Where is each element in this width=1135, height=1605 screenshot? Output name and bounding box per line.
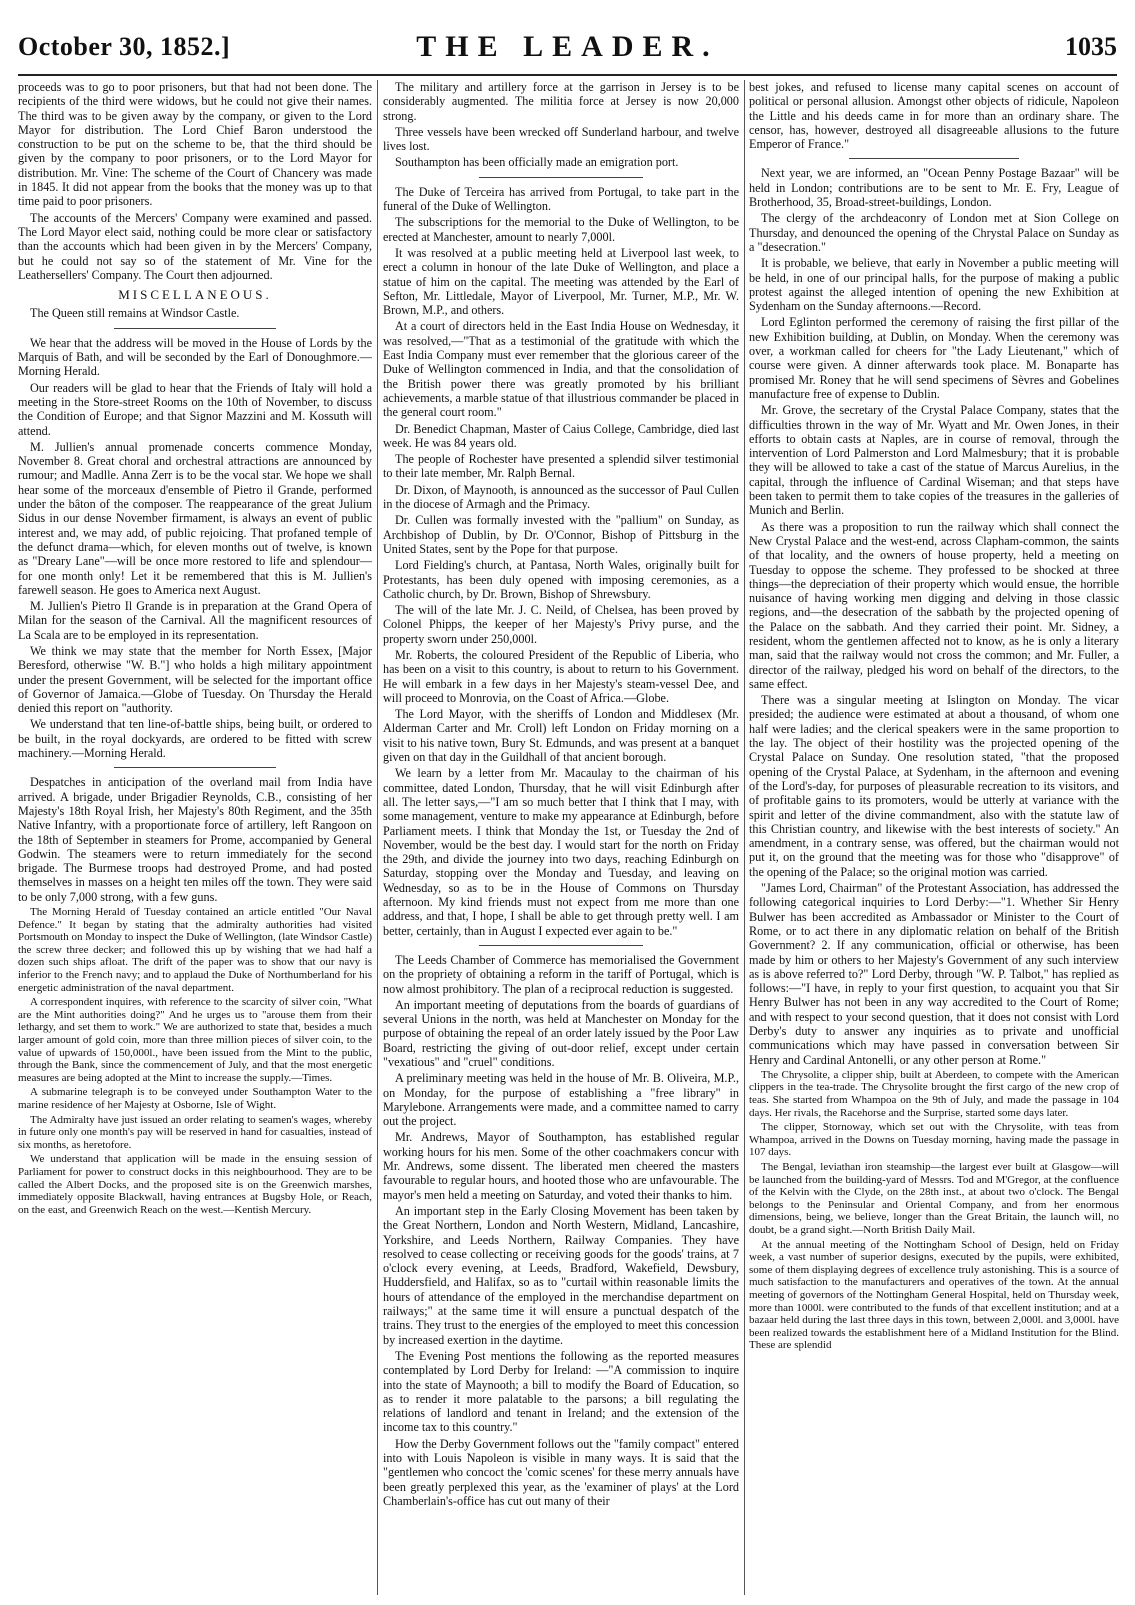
paragraph: It is probable, we believe, that early in November a public meeting will be held, in one of our principal halls, for the purpose of making a public protest against the alleged intention of opening the new Exhibition at Sydenham on the Sunday afternoons.—Record. — [749, 256, 1119, 314]
paragraph: proceeds was to go to poor prisoners, but that had not been done. The recipients of the third were widows, but he could not give their names. The third was to be given away by the company, or given to the Lord Mayor for distribution. The Lord Chief Baron understood the construction to be put on the scheme to be, that the third should be given by the company to poor prisoners, or to the Lord Mayor for distribution. Mr. Vine: The scheme of the Court of Chancery was made in 1845. It did not appear from the books that the money was up to that time paid to poor prisoners. — [18, 80, 372, 209]
column-3 — [749, 80, 1119, 1595]
paragraph: The clipper, Stornoway, which set out with the Chrysolite, with teas from Whampoa, arrived in the Downs on Tuesday morning, having made the passage in 107 days. — [749, 1121, 1119, 1159]
column-1 — [18, 80, 372, 1595]
paragraph: Mr. Andrews, Mayor of Southampton, has established regular working hours for his men. Some of the other coachmakers concur with Mr. Andrews, some dissent. The liberated men cheered the masters favourable to regular hours, and hooted those who are unfavourable. The mayor's men held a meeting on Saturday, and voted their thanks to him. — [383, 1130, 739, 1202]
paragraph: best jokes, and refused to license many capital scenes on account of political or personal allusion. Amongst other objects of ridicule, Napoleon the Little and his deeds came in for more than an ordinary share. The censor, has, however, destroyed all disagreeable allusions to the future Emperor of France." — [749, 80, 1119, 152]
separator — [849, 158, 1019, 159]
paragraph: The Lord Mayor, with the sheriffs of London and Middlesex (Mr. Alderman Carter and Mr. Croll) left London on Friday morning on a visit to his native town, Bury St. Edmunds, and was present at a banquet given on that day in the Guildhall of that ancient borough. — [383, 707, 739, 765]
paragraph: The Bengal, leviathan iron steamship—the largest ever built at Glasgow—will be launched from the building-yard of Messrs. Tod and M'Gregor, at the confluence of the Kelvin with the Clyde, on the 28th inst., at about two o'clock. The Bengal belongs to the Peninsular and Oriental Company, and from her enormous dimensions, being, we believe, longer than the Great Britain, the launch will, no doubt, be a grand sight.—North British Daily Mail. — [749, 1161, 1119, 1237]
paragraph: A submarine telegraph is to be conveyed under Southampton Water to the marine residence of her Majesty at Osborne, Isle of Wight. — [18, 1086, 372, 1111]
paragraph: The military and artillery force at the garrison in Jersey is to be considerably augmented. The militia force at Jersey is now 20,000 strong. — [383, 80, 739, 123]
paragraph: "James Lord, Chairman" of the Protestant Association, has addressed the following categorical inquiries to Lord Derby:—"1. Whether Sir Henry Bulwer has been accredited as Ambassador or Minister to the Court of Rome, or to act there in any diplomatic relation on behalf of the British Government? 2. If any communication, official or otherwise, has been made by him or others to her Majesty's Government of any such interview as is above referred to?" Lord Derby, through "W. P. Talbot," has replied as follows:—"I have, in reply to your first question, to acquaint you that Sir Henry Bulwer has not been in any way accredited to the Court of Rome; and with respect to your second question, that it does not consist with Lord Derby's duty to answer any inquiries as to private and unofficial communications which may have passed in conversation between Sir Henry and Cardinal Antonelli, or any other person at Rome." — [749, 881, 1119, 1067]
paragraph: Mr. Roberts, the coloured President of the Republic of Liberia, who has been on a visit to this country, is about to return to his Government. He will embark in a few days in her Majesty's steam-vessel Dee, and will proceed to Monrovia, on the Coast of Africa.—Globe. — [383, 647, 739, 705]
paragraph: The Morning Herald of Tuesday contained an article entitled "Our Naval Defence." It began by stating that the admiralty authorities had visited Portsmouth on Monday to inspect the Duke of Wellington, (late Windsor Castle) the screw three decker; and followed this up by wishing that we had half a dozen such ships afloat. The drift of the paper was to show that our navy is inferior to the French navy; and to applaud the Duke of Northumberland for his energetic administration of the naval department. — [18, 906, 372, 994]
paragraph: We think we may state that the member for North Essex, [Major Beresford, otherwise "W. B."] who holds a high military appointment under the present Government, will be selected for the important office of Governor of Jamaica.—Globe of Tuesday. On Thursday the Herald denied this report on "authority. — [18, 643, 372, 716]
masthead-rule — [18, 74, 1117, 76]
separator — [479, 177, 643, 178]
paragraph: Dr. Dixon, of Maynooth, is announced as the successor of Paul Cullen in the diocese of Armagh and the Primacy. — [383, 482, 739, 512]
paragraph: Our readers will be glad to hear that the Friends of Italy will hold a meeting in the Store-street Rooms on the 10th of November, to discuss the Condition of Europe; and that Signor Mazzini and M. Kossuth will attend. — [18, 380, 372, 438]
paragraph: An important step in the Early Closing Movement has been taken by the Great Northern, London and North Western, Midland, Lancashire, Yorkshire, and Leeds Northern, Railway Companies. They have resolved to cease collecting or receiving goods for the goods' trains, at 7 o'clock every evening, at Leeds, Bradford, Wakefield, Dewsbury, Huddersfield, and Halifax, so as to "curtail within reasonable limits the hours of attendance of the employed in the merchandise department on railways;" at the same time it will ensure a punctual despatch of the trains. They trust to the energies of the employed to meet this concession by increased exertion in the daytime. — [383, 1203, 739, 1347]
separator — [479, 945, 643, 946]
paragraph: The subscriptions for the memorial to the Duke of Wellington, to be erected at Manchester, amount to nearly 7,000l. — [383, 215, 739, 244]
paragraph: As there was a proposition to run the railway which shall connect the New Crystal Palace and the west-end, across Clapham-common, the saints of that locality, and the owners of house property, held a meeting on Tuesday to oppose the scheme. They professed to be shocked at three things—the depreciation of their property which would ensue, the horrible nuisance of having working men digging and delving in those classic regions, and—the desecration of the sabbath by the projected opening of the Palace on the sabbath. And they carried their point. Mr. Sidney, a resident, whom the gentlemen affected not to know, as he is only a literary man, said that the railway would not cross the common; and Mr. Fuller, a director of the railway, pledged his word on behalf of the directors, to the same effect. — [749, 519, 1119, 691]
paragraph: Three vessels have been wrecked off Sunderland harbour, and twelve lives lost. — [383, 124, 739, 154]
separator — [114, 328, 277, 329]
paragraph: Dr. Benedict Chapman, Master of Caius College, Cambridge, died last week. He was 84 years old. — [383, 421, 739, 450]
paragraph: The accounts of the Mercers' Company were examined and passed. The Lord Mayor elect said, nothing could be more clear or satisfactory than the accounts which had been given in by the Mercers' Company, but he could not say so of the statement of Mr. Vine for the Leathersellers' Company. The Court then adjourned. — [18, 210, 372, 282]
paragraph: The clergy of the archdeaconry of London met at Sion College on Thursday, and denounced the opening of the Chrystal Palace on Sunday as a "desecration." — [749, 211, 1119, 254]
paragraph: How the Derby Government follows out the "family compact" entered into with Louis Napoleon is visible in many ways. It is said that the "gentlemen who concoct the 'comic scenes' for these merry annuals have been greatly perplexed this year, as the 'examiner of plays' at the Lord Chamberlain's-office has cut out many of their — [383, 1436, 739, 1508]
paragraph: Next year, we are informed, an "Ocean Penny Postage Bazaar" will be held in London; contributions are to be sent to Mr. E. Fry, League of Brotherhood, 35, Broad-street-buildings, London. — [749, 166, 1119, 210]
column-divider — [744, 80, 745, 1595]
paragraph: The Evening Post mentions the following as the reported measures contemplated by Lord Derby for Ireland: —"A commission to inquire into the state of Maynooth; a bill to modify the Board of Education, so as to render it more palatable to the parsons; a bill regulating the relations of landlord and tenant in Ireland; and the extension of the income tax to this country." — [383, 1348, 739, 1435]
paragraph: Dr. Cullen was formally invested with the "pallium" on Sunday, as Archbishop of Dublin, by Dr. O'Connor, Bishop of Pittsburg in the United States, sent by the Pope for that purpose. — [383, 513, 739, 556]
paragraph: The Duke of Terceira has arrived from Portugal, to take part in the funeral of the Duke of Wellington. — [383, 184, 739, 214]
paragraph: A preliminary meeting was held in the house of Mr. B. Oliveira, M.P., on Monday, for the purpose of establishing a "free library" in Marylebone. Arrangements were made, and a committee named to carry out the project. — [383, 1071, 739, 1129]
page-number: 1035 — [1065, 32, 1117, 61]
paragraph: Mr. Grove, the secretary of the Crystal Palace Company, states that the difficulties thrown in the way of Mr. Wyatt and Mr. Owen Jones, in their efforts to obtain casts at Naples, are in course of removal, through the intervention of Lord Palmerston and Lord Malmesbury; that it is probable they will be allowed to take a cast of the statue of Marcus Aurelius, in the capital, through the influence of Cardinal Wiseman; and that steps have been taken to permit them to take copies of the treasures in the galleries of Munich and Berlin. — [749, 403, 1119, 518]
paragraph: The Queen still remains at Windsor Castle. — [30, 306, 240, 321]
column-divider — [377, 80, 378, 1595]
issue-date: October 30, 1852.] — [18, 32, 231, 61]
paragraph: It was resolved at a public meeting held at Liverpool last week, to erect a column in honour of the late Duke of Wellington, and place a statue of him on the capital. The meeting was attended by the Earl of Sefton, Mr. Littledale, Mayor of Liverpool, Mr. Turner, M.P., Mr. W. Brown, M.P., and others. — [383, 245, 739, 318]
paragraph: We learn by a letter from Mr. Macaulay to the chairman of his committee, dated London, Thursday, that he will visit Edinburgh after all. The letter says,—"I am so much better that I think that I may, with some management, venture to make my appearance at Edinburgh, before Parliament meets. I think that Monday the 1st, or Tuesday the 2nd of November, would be the best day. I would start for the north on Friday the 29th, and divide the journey into two days, reaching Edinburgh on Saturday, stopping over the Monday and Tuesday, and leaving on Wednesday, so as to be in the House of Commons on Thursday afternoon. My kind friends must not expect from me more than one address, and that, I hope, I shall be able to get through pretty well. I am better, certainly, than in August I expected ever again to be." — [383, 766, 739, 938]
paragraph: M. Jullien's annual promenade concerts commence Monday, November 8. Great choral and orchestral attractions are announced by rumour; and Madlle. Anna Zerr is to be the vocal star. We hope we shall hear some of the morceaux d'ensemble of Pietro il Grande, performed under the bâton of the composer. The reappearance of the great Julium Sidus in our dense November firmament, is always an event of public interest and, we may add, of public rejoicing. That profaned temple of the defunct drama—which, for eleven months out of twelve, is known as "Dreary Lane"—will be once more restored to life and splendour—for one month only! Let it be remembered that this is M. Jullien's farewell season. He goes to America next August. — [18, 439, 372, 597]
paragraph: The Chrysolite, a clipper ship, built at Aberdeen, to compete with the American clippers in the tea-trade. The Chrysolite brought the first cargo of the new crop of teas. She started from Whampoa on the 9th of July, and made the passage in 104 days. Her rivals, the Racehorse and the Surprise, started some days later. — [749, 1068, 1119, 1119]
paragraph: M. Jullien's Pietro Il Grande is in preparation at the Grand Opera of Milan for the season of the Carnival. All the magnificent resources of La Scala are to be employed in its representation. — [18, 599, 372, 642]
paragraph: We understand that application will be made in the ensuing session of Parliament for power to construct docks in this neighbourhood. They are to be called the Albert Docks, and the proposed site is on the Greenwich marshes, immediately opposite Blackwall, having entrances at Bugsby Hole, or Reach, on the east, and Greenwich Reach on the west.—Kentish Mercury. — [18, 1153, 372, 1216]
paragraph: Southampton has been officially made an emigration port. — [395, 155, 679, 170]
paragraph: Lord Eglinton performed the ceremony of raising the first pillar of the new Exhibition building, at Dublin, on Monday. When the ceremony was over, a workman called for cheers for "the Lady Lieutenant," which of course were given. A dinner afterwards took place. M. Bonaparte has promised Mr. Roney that he will send specimens of Sèvres and Gobelines manufacture free of expense to Dublin. — [749, 315, 1119, 401]
paragraph: Lord Fielding's church, at Pantasa, North Wales, originally built for Protestants, has been duly opened with imposing ceremonies, as a Catholic church, by Dr. Brown, Bishop of Shrewsbury. — [383, 558, 739, 601]
column-2 — [383, 80, 739, 1595]
paragraph: There was a singular meeting at Islington on Monday. The vicar presided; the audience were estimated at about a thousand, of whom one half were ladies; and the clerical speakers were in the same proportion to the lay. The object of their hostility was the projected opening of the Crystal Palace on Sunday. One resolution stated, "that the proposed opening of the Crystal Palace, at Sydenham, in the afternoon and evening of the Lord's-day, for purposes of pleasurable recreation to its visitors, and of profitable gains to its promoters, would be utterly at variance with the spirit and letter of the divine commandment, also with the statute law of this Christian country, and likewise with the best interests of society." An amendment, in a contrary sense, was offered, but the chairman would not put it, on the ground that the meeting was for those who "disapprove" of the opening of the Palace; so the original motion was carried. — [749, 693, 1119, 879]
paragraph: The people of Rochester have presented a splendid silver testimonial to their late member, Mr. Ralph Bernal. — [383, 452, 739, 481]
separator — [114, 767, 277, 768]
masthead — [18, 30, 1117, 66]
paragraph: At a court of directors held in the East India House on Wednesday, it was resolved,—"That as a testimonial of the gratitude with which the East India Company must ever remember that the glorious career of the Duke of Wellington commenced in India, and that the consolidation of the British power there was greatly promoted by his brilliant achievements, a marble statue of that illustrious commander be placed in the general court room." — [383, 319, 739, 420]
paragraph: An important meeting of deputations from the boards of guardians of several Unions in the north, was held at Manchester on Monday for the purpose of obtaining the repeal of an order lately issued by the Poor Law Board, restricting the giving of out-door relief, except under certain "vexatious" and "cruel" conditions. — [383, 997, 739, 1069]
paragraph: Despatches in anticipation of the overland mail from India have arrived. A brigade, under Brigadier Reynolds, C.B., consisting of her Majesty's 18th Royal Irish, her Majesty's 80th Regiment, and the 35th Native Infantry, with a proportionate force of artillery, left Rangoon on the 18th of September in steamers for Prome, accompanied by General Godwin. The steamers were to return immediately for the second brigade. The Burmese troops had destroyed Prome, and had posted themselves in masses on a height ten miles off the town. They were said to be only 7,000 strong, with a few guns. — [18, 775, 372, 904]
paragraph: We understand that ten line-of-battle ships, being built, or ordered to be built, in the royal dockyards, are ordered to be fitted with screw machinery.—Morning Herald. — [18, 717, 372, 761]
paragraph: The Leeds Chamber of Commerce has memorialised the Government on the propriety of obtaining a reform in the tariff of Portugal, which is now almost prohibitory. The plan of a reciprocal reduction is suggested. — [383, 952, 739, 996]
paragraph: The will of the late Mr. J. C. Neild, of Chelsea, has been proved by Colonel Phipps, the keeper of her Majesty's Privy purse, and the property sworn under 250,000l. — [383, 603, 739, 646]
paragraph: At the annual meeting of the Nottingham School of Design, held on Friday week, a vast number of superior designs, executed by the pupils, were exhibited, some of them displaying degrees of excellence truly astonishing. This is a source of much satisfaction to the manufacturers and operatives of the town. At the annual meeting of governors of the Nottingham General Hospital, held on Thursday week, more than 1000l. were contributed to the funds of that excellent institution; and at a bazaar held during the last three days in this town, between 2,000l. and 3,000l. have been realized towards the establishment here of a Midland Institution for the Blind. These are splendid — [749, 1238, 1119, 1352]
section-heading: MISCELLANEOUS. — [118, 287, 272, 303]
paragraph: A correspondent inquires, with reference to the scarcity of silver coin, "What are the Mint authorities doing?" And he urges us to "arouse them from their lethargy, and set them to work." We are authorized to state that, besides a much larger amount of gold coin, more than three million pieces of silver coin, to the value of upwards of 150,000l., have been issued from the Mint to the public, through the Bank, since the commencement of July, and that the most energetic measures are being adopted at the Mint to increase the supply.—Times. — [18, 996, 372, 1084]
paragraph: The Admiralty have just issued an order relating to seamen's wages, whereby in future only one month's pay will be reserved in hand for casualties, instead of six months, as heretofore. — [18, 1113, 372, 1151]
newspaper-title: THE LEADER. — [416, 30, 719, 63]
paragraph: We hear that the address will be moved in the House of Lords by the Marquis of Bath, and will be seconded by the Earl of Donoughmore.— Morning Herald. — [18, 335, 372, 379]
